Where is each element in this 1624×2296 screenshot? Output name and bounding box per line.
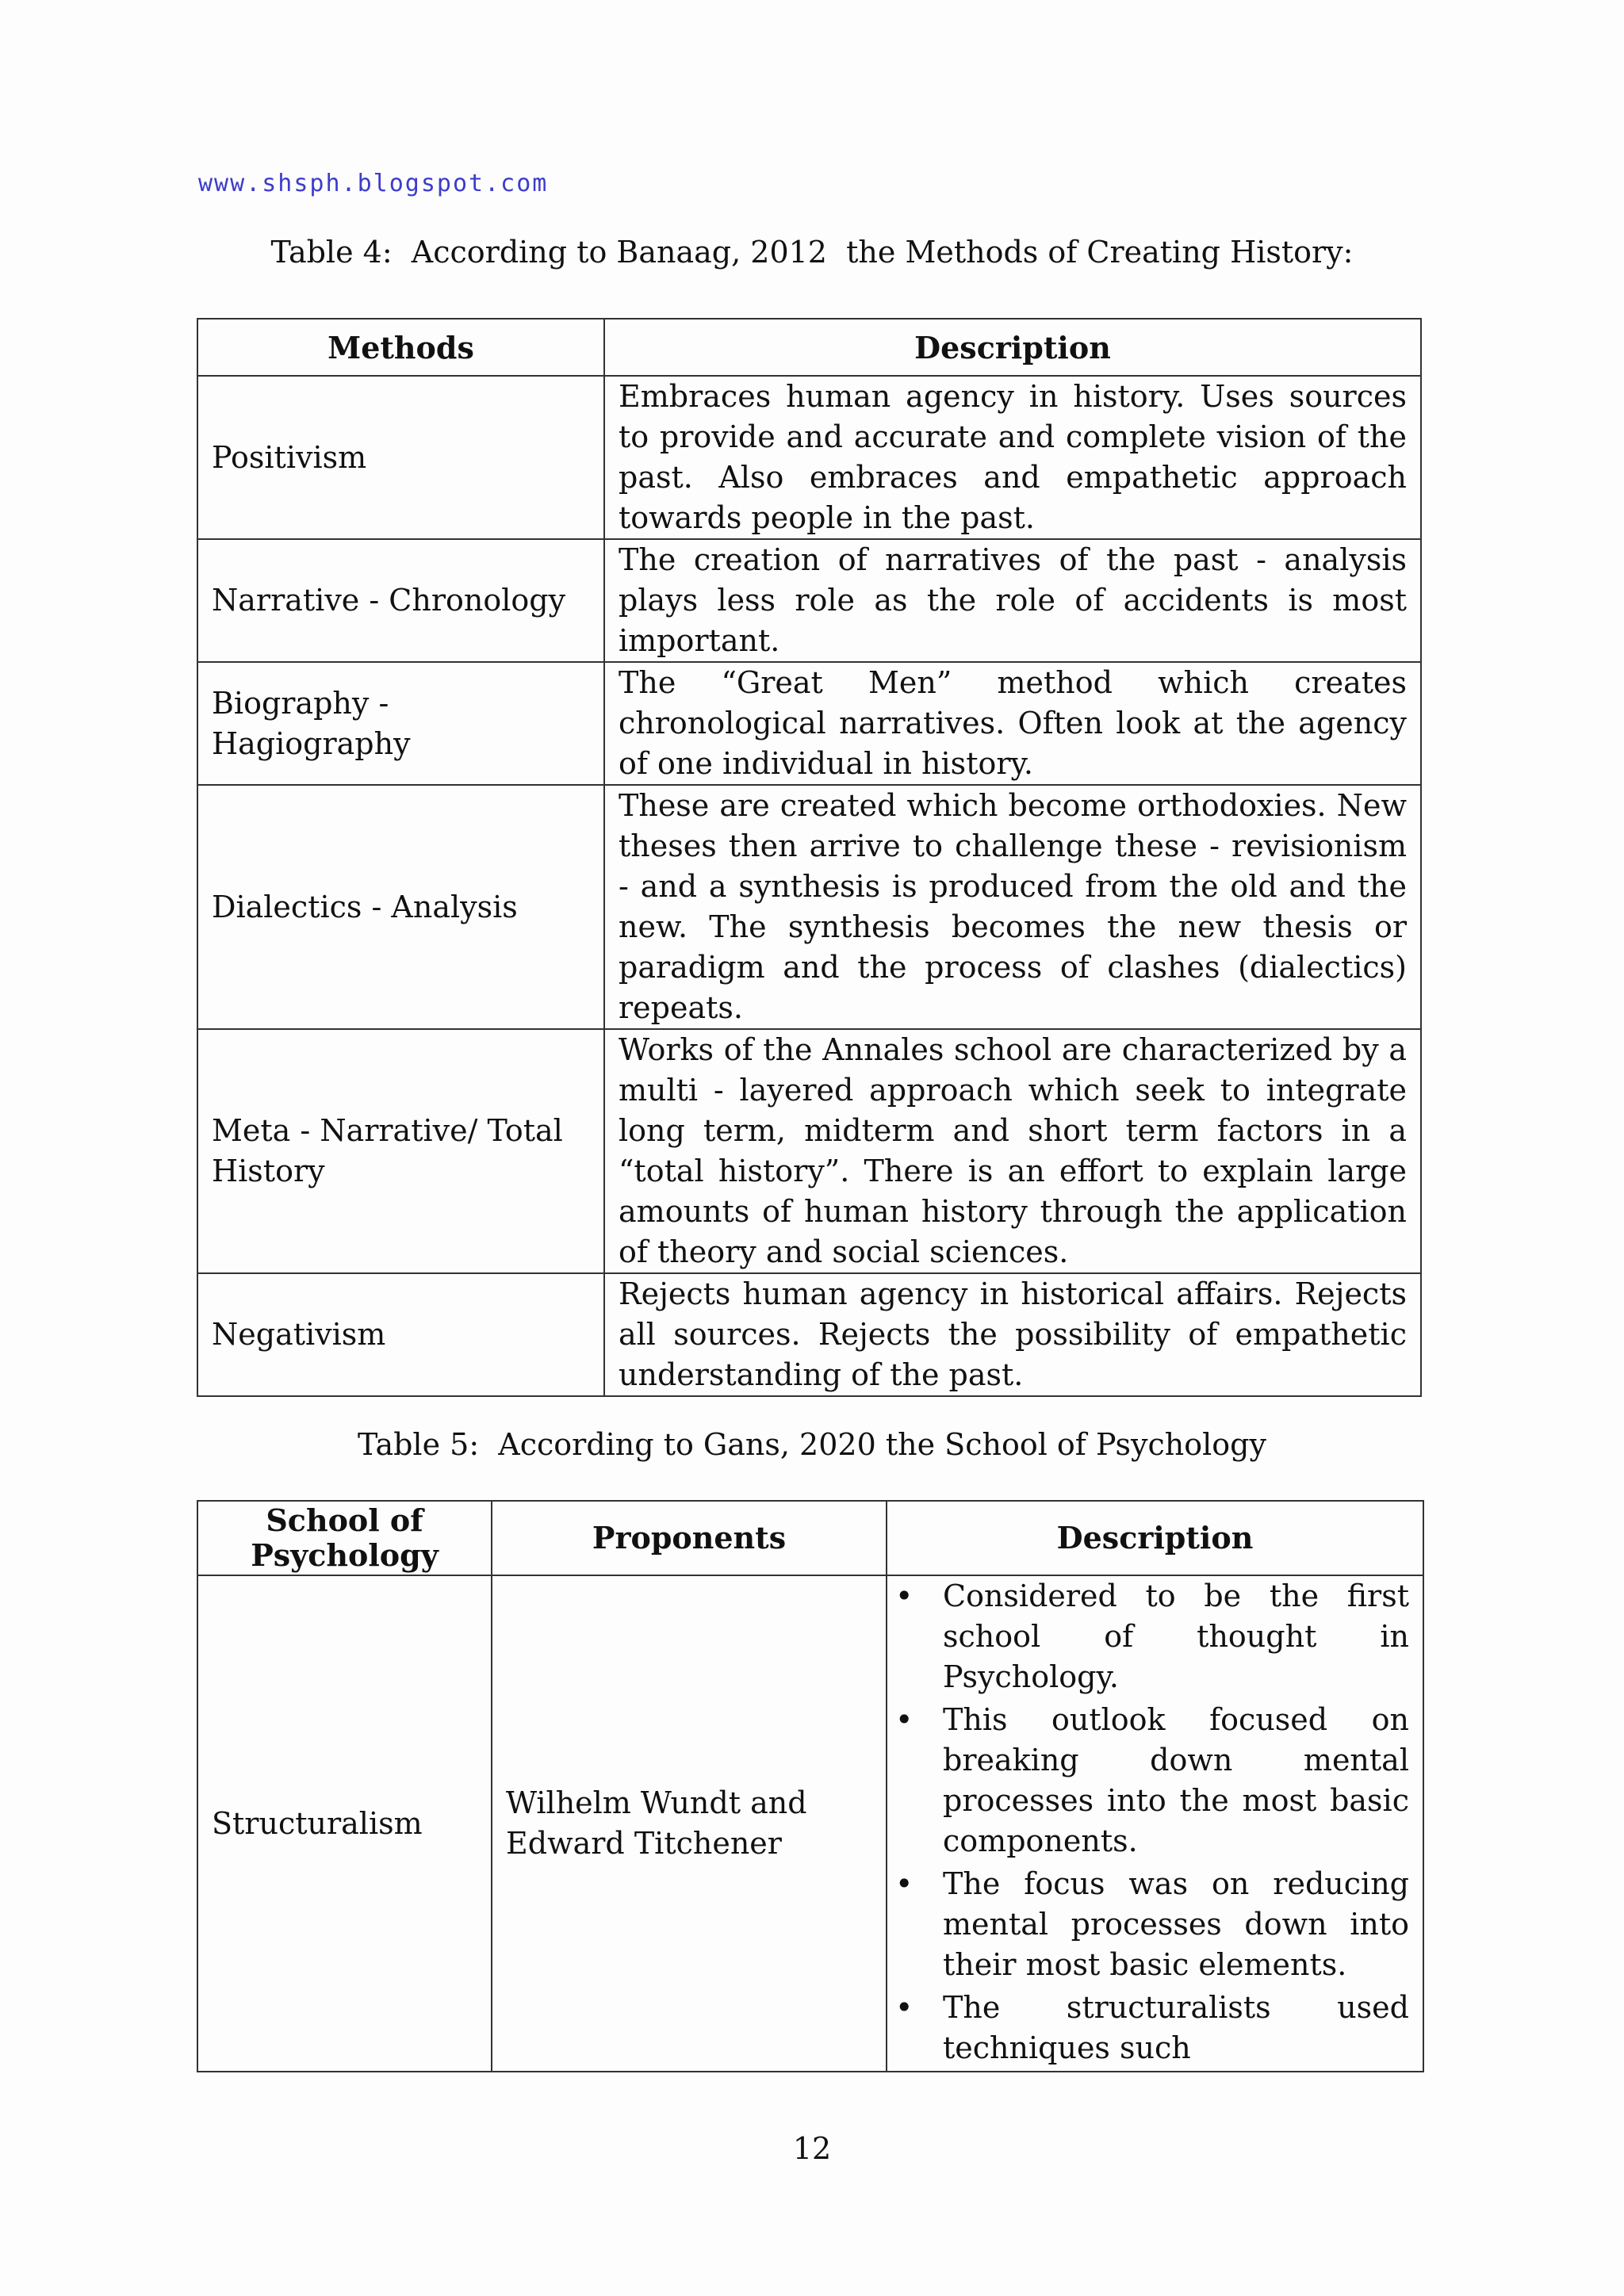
method-cell: Biography - Hagiography	[197, 662, 604, 785]
table5-caption: Table 5: According to Gans, 2020 the School of Psychology	[358, 1427, 1266, 1462]
table-header-row	[197, 319, 1421, 376]
description-cell: The “Great Men” method which creates chronological narratives. Often look at the agency of one individual in history.	[604, 662, 1421, 785]
table-row	[197, 785, 1421, 1029]
method-cell: Narrative - Chronology	[197, 539, 604, 662]
list-item-text: The structuralists used techniques such	[943, 1990, 1409, 2065]
column-header: Description	[887, 1501, 1423, 1575]
bullet-icon: •	[895, 1990, 914, 2025]
school-cell: Structuralism	[197, 1575, 492, 2072]
column-header: Methods	[197, 319, 604, 376]
list-item	[887, 1864, 1409, 1985]
column-header: Proponents	[492, 1501, 887, 1575]
table-row	[197, 1273, 1421, 1396]
column-header: Description	[604, 319, 1421, 376]
description-list	[887, 1576, 1409, 2068]
list-item	[887, 1988, 1409, 2068]
page-number: 12	[792, 2131, 832, 2166]
list-item	[887, 1700, 1409, 1862]
bullet-icon: •	[895, 1702, 914, 1737]
description-cell: The creation of narratives of the past - analysis plays less role as the role of accidents is most important.	[604, 539, 1421, 662]
bullet-icon: •	[895, 1866, 914, 1901]
list-item-text: Considered to be the first school of thought in Psychology.	[943, 1578, 1409, 1694]
description-cell	[887, 1575, 1423, 2072]
table4-caption: Table 4: According to Banaag, 2012 the Methods of Creating History:	[270, 235, 1354, 270]
method-cell: Meta - Narrative/ Total History	[197, 1029, 604, 1273]
method-cell: Dialectics - Analysis	[197, 785, 604, 1029]
description-cell: These are created which become orthodoxies. New theses then arrive to challenge these - revisionism - and a synthesis is produced from the old and the new. The synthesis becomes the new thesis or paradigm and the process of clashes (dialectics) repeats.	[604, 785, 1421, 1029]
psychology-schools-table	[197, 1500, 1424, 2072]
table-row	[197, 376, 1421, 539]
description-cell: Embraces human agency in history. Uses sources to provide and accurate and complete vision of the past. Also embraces and empathetic approach towards people in the past.	[604, 376, 1421, 539]
description-cell: Works of the Annales school are characterized by a multi - layered approach which seek to integrate long term, midterm and short term factors in a “total history”. There is an effort to explain large amounts of human history through the application of theory and social sciences.	[604, 1029, 1421, 1273]
table-row	[197, 662, 1421, 785]
methods-table	[197, 318, 1422, 1397]
list-item	[887, 1576, 1409, 1697]
table-row	[197, 539, 1421, 662]
list-item-text: The focus was on reducing mental processes down into their most basic elements.	[943, 1866, 1409, 1982]
table-row	[197, 1029, 1421, 1273]
method-cell: Negativism	[197, 1273, 604, 1396]
description-cell: Rejects human agency in historical affairs. Rejects all sources. Rejects the possibility of empathetic understanding of the past.	[604, 1273, 1421, 1396]
list-item-text: This outlook focused on breaking down mental processes into the most basic components.	[943, 1702, 1409, 1858]
bullet-icon: •	[895, 1578, 914, 1613]
header-url[interactable]: www.shsph.blogspot.com	[198, 170, 549, 197]
column-header: School of Psychology	[197, 1501, 492, 1575]
table-row	[197, 1575, 1423, 2072]
table-header-row	[197, 1501, 1423, 1575]
method-cell: Positivism	[197, 376, 604, 539]
proponents-cell: Wilhelm Wundt and Edward Titchener	[492, 1575, 887, 2072]
